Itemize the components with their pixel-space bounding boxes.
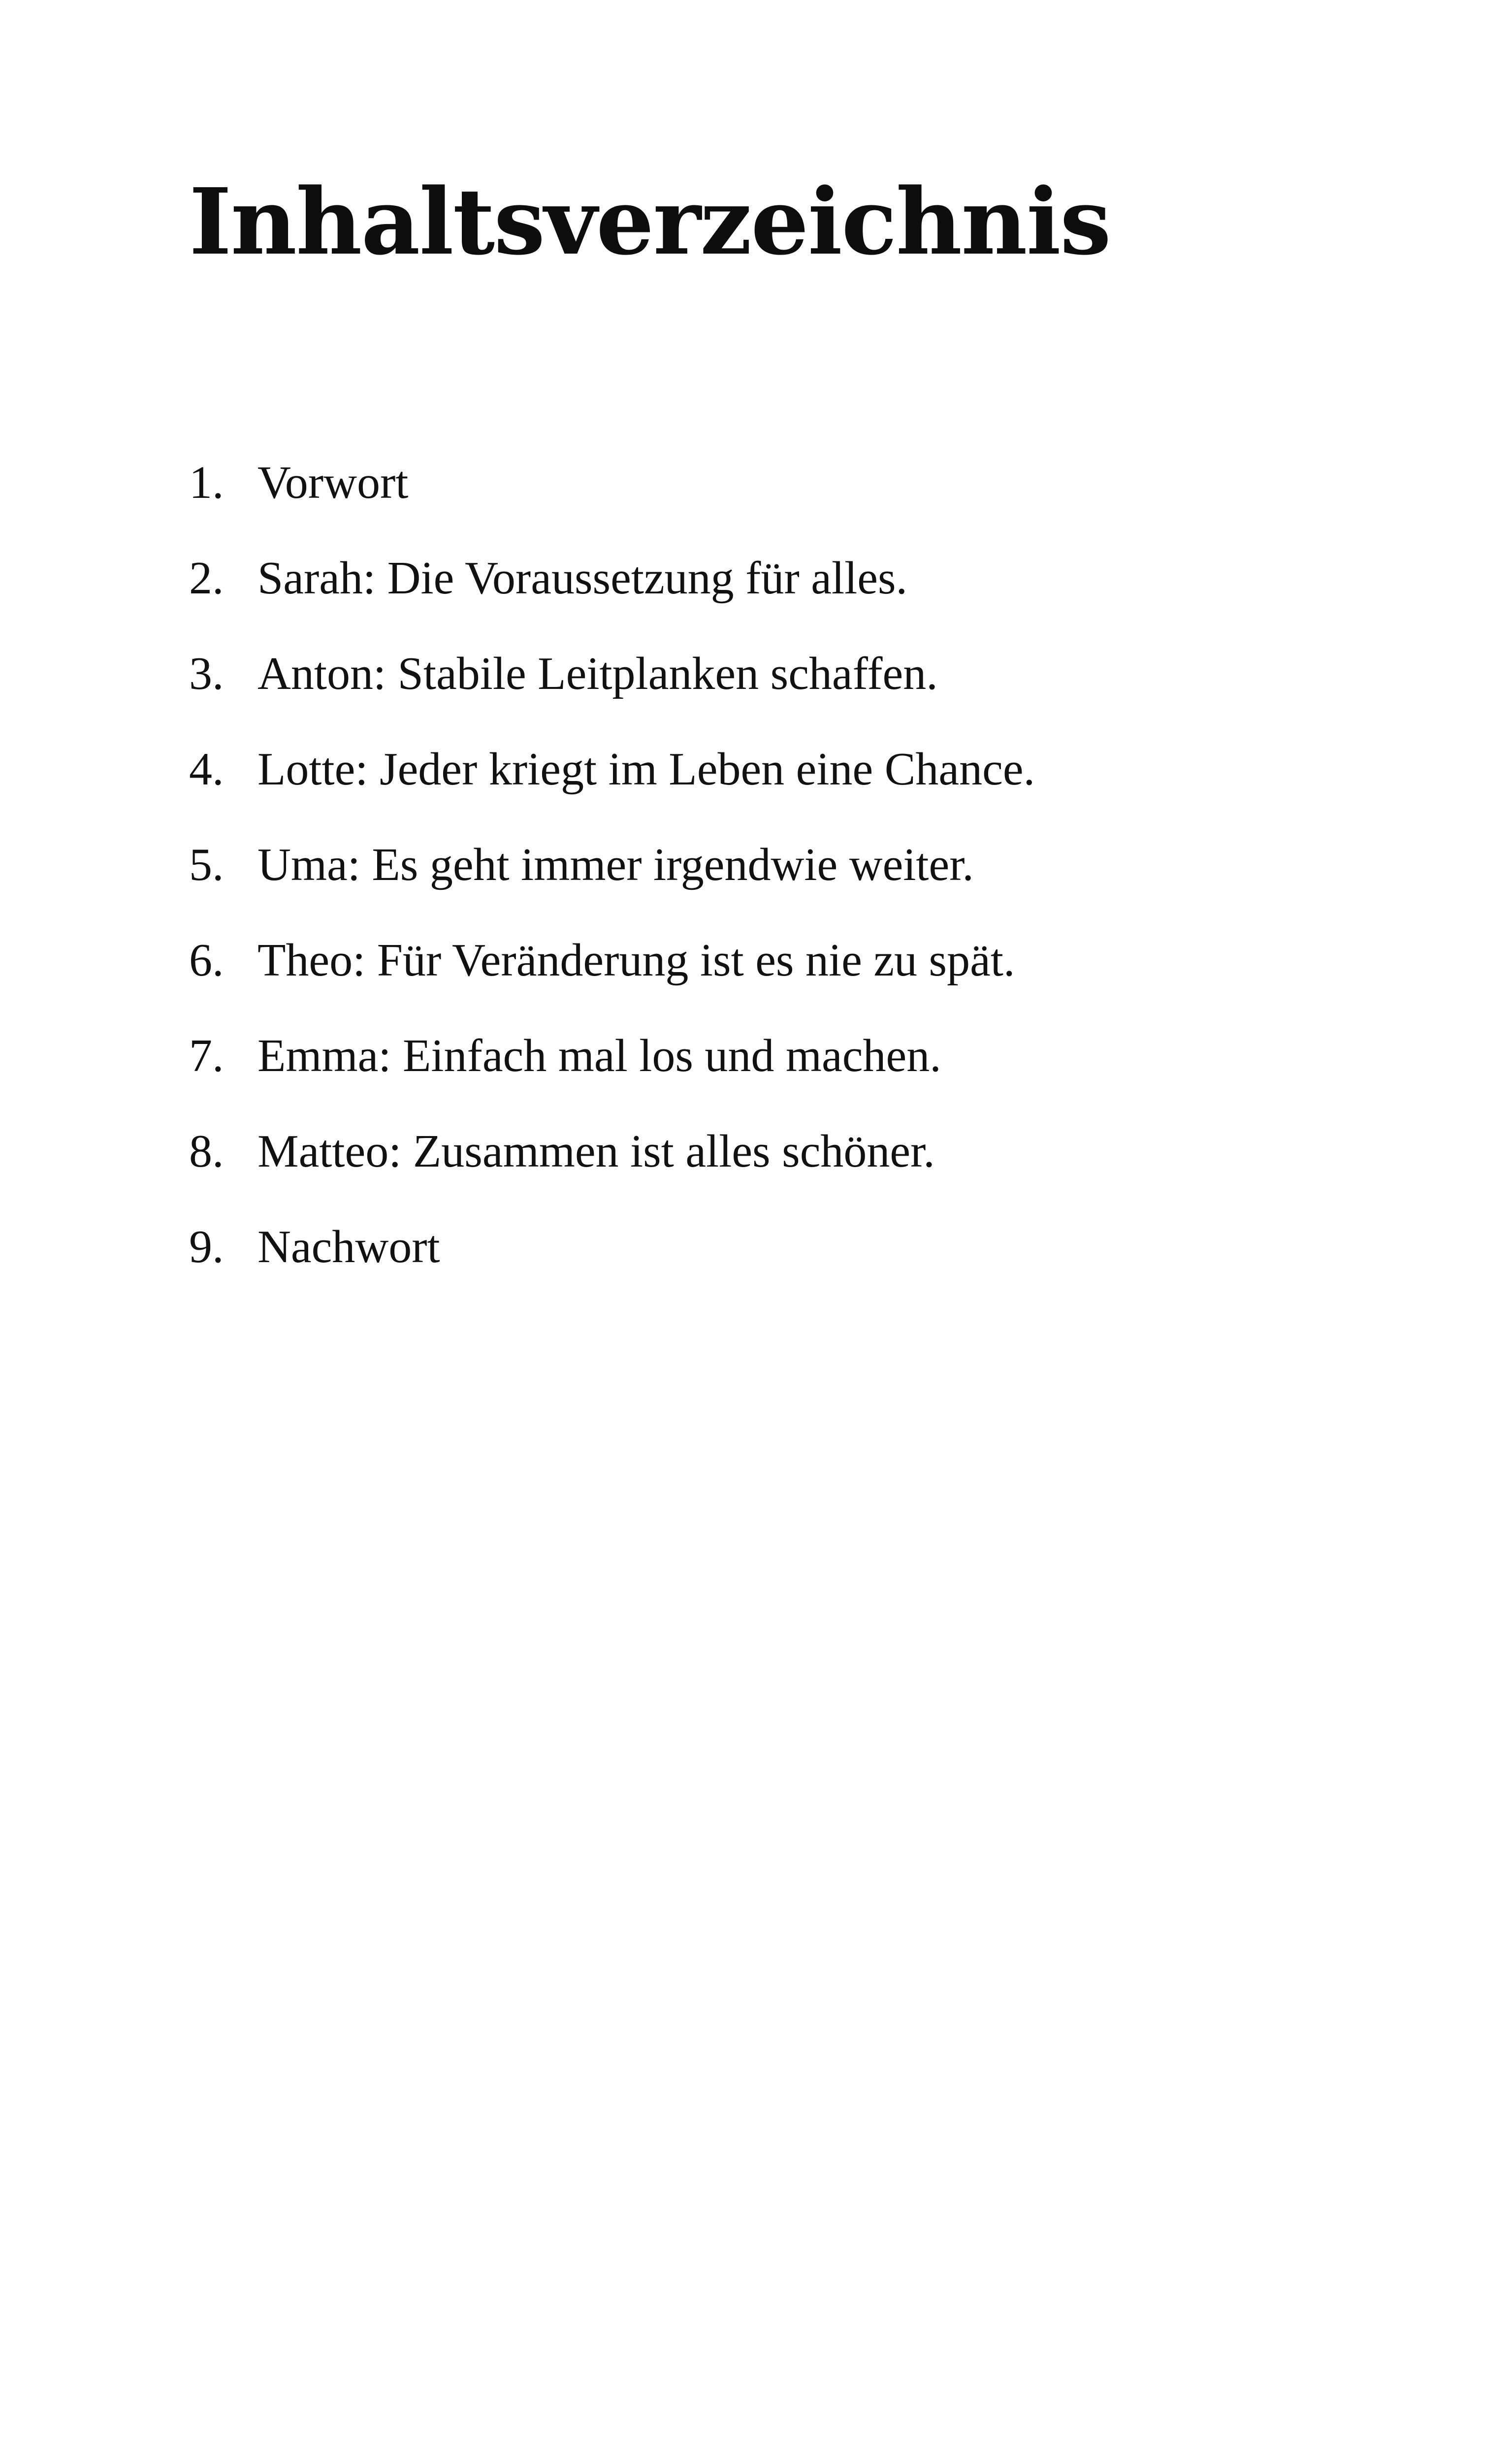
toc-entry: [189, 1212, 1035, 1308]
toc-entry-label: Theo: Für Veränderung ist es nie zu spät.: [257, 935, 1015, 986]
toc-entry: [189, 1021, 1035, 1117]
toc-entry: [189, 448, 1035, 544]
toc-entry-label: Lotte: Jeder kriegt im Leben eine Chance.: [257, 744, 1035, 795]
toc-entry-label: Matteo: Zusammen ist alles schöner.: [257, 1126, 935, 1177]
toc-entry-label: Nachwort: [257, 1221, 440, 1272]
toc-entry-label: Anton: Stabile Leitplanken schaffen.: [257, 648, 938, 699]
toc-entry: [189, 735, 1035, 830]
toc-entry: [189, 830, 1035, 926]
page-title: Inhaltsverzeichnis: [189, 168, 1111, 275]
toc-entry-label: Uma: Es geht immer irgendwie weiter.: [257, 839, 974, 890]
toc-entry-number: 9.: [189, 1221, 224, 1272]
toc-entry-number: 6.: [189, 935, 224, 986]
toc-entry: [189, 639, 1035, 735]
toc-entry-label: Sarah: Die Voraussetzung für alles.: [257, 553, 908, 604]
toc-entry-number: 1.: [189, 457, 224, 508]
table-of-contents: [189, 448, 1035, 1308]
toc-entry-number: 3.: [189, 648, 224, 699]
toc-entry: [189, 544, 1035, 639]
toc-entry-number: 4.: [189, 744, 224, 795]
toc-entry-label: Emma: Einfach mal los und machen.: [257, 1030, 941, 1081]
toc-entry-number: 7.: [189, 1030, 224, 1081]
toc-entry-number: 5.: [189, 839, 224, 890]
toc-entry-label: Vorwort: [257, 457, 409, 508]
toc-entry: [189, 1117, 1035, 1212]
toc-entry: [189, 926, 1035, 1021]
toc-entry-number: 2.: [189, 553, 224, 604]
toc-entry-number: 8.: [189, 1126, 224, 1177]
